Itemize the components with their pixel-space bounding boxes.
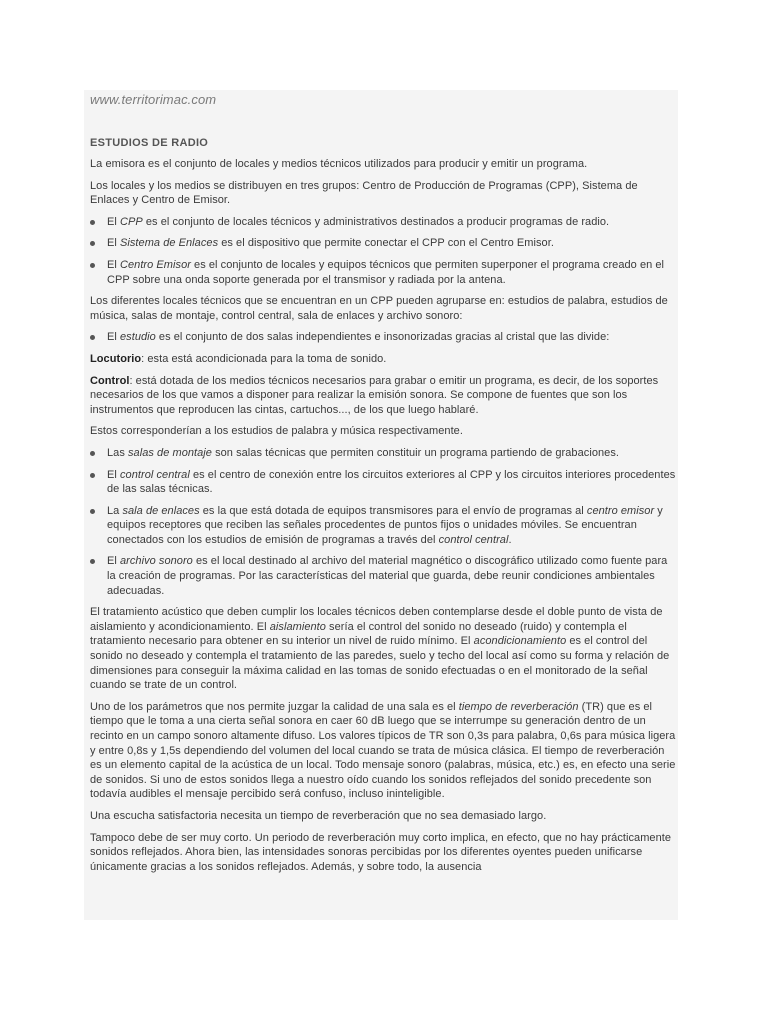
site-url: www.territorimac.com [90,92,217,107]
paragraph-control: Control: está dotada de los medios técnicos necesarios para grabar o emitir un programa, es decir, de los soportes necesarios de los que vamos a disponer para realizar la emisión sonora. Se compone de fuentes que son los instrumentos que reproducen las cintas, cartuchos..., de los que luego hablaré. [90,374,659,416]
paragraph-corto: Tampoco debe de ser muy corto. Un periodo de reverberación muy corto implica, en efecto, que no hay prácticamente sonidos reflejados. Ahora bien, las intensidades sonoras percibidas por los diferentes oyentes pueden unificarse únicamente gracias a los sonidos reflejados. Además, y sobre todo, la ausencia [90,831,672,873]
paragraph-groups: Los locales y los medios se distribuyen en tres grupos: Centro de Producción de Programas (CPP), Sistema de Enlaces y Centro de Emisor. [90,179,638,207]
paragraph-locales: Los diferentes locales técnicos que se encuentran en un CPP pueden agruparse en: estudios de palabra, estudios de música, salas de montaje, control central, sala de enlaces y archivo sonoro: [90,295,668,322]
paragraph-escucha: Una escucha satisfactoria necesita un tiempo de reverberación que no sea demasiado largo. [90,809,547,822]
list-item: El Sistema de Enlaces es el dispositivo que permite conectar el CPP con el Centro Emisor. [90,236,678,251]
paragraph-correspondencia: Estos corresponderían a los estudios de palabra y música respectivamente. [90,425,463,438]
bullet-icon [90,509,95,514]
paragraph-intro: La emisora es el conjunto de locales y medios técnicos utilizados para producir y emitir un programa. [90,158,588,170]
list-item: El estudio es el conjunto de dos salas independientes e insonorizadas gracias al cristal que las divide: [90,330,678,345]
bullet-icon [90,473,95,478]
list-item: El archivo sonoro es el local destinado al archivo del material magnético o discográfico utilizado como fuente para la creación de programas. Por las características del material que guarda, debe reunir condiciones ambientales adecuadas. [90,554,678,598]
bullet-icon [90,220,95,225]
bullet-icon [90,559,95,564]
list-item: La sala de enlaces es la que está dotada de equipos transmisores para el envío de programas al centro emisor y equipos receptores que reciben las señales procedentes de puntos fijos o unidades móviles. Se encuentran conectados con los estudios de emisión de programas a través del control central. [90,504,678,548]
list-item: El control central es el centro de conexión entre los circuitos exteriores al CPP y los circuitos interiores procedentes de las salas técnicas. [90,468,678,497]
bullet-icon [90,335,95,340]
paragraph-locutorio: Locutorio: esta está acondicionada para la toma de sonido. [90,352,387,365]
paragraph-tratamiento: El tratamiento acústico que deben cumplir los locales técnicos deben contemplarse desde el doble punto de vista de aislamiento y acondicionamiento. El aislamiento sería el control del sonido no deseado (ruido) y contempla el tratamiento necesario para obtener en su interior un nivel de ruido mínimo. El acondicionamiento es el control del sonido no deseado y contempla el tratamiento de las paredes, suelo y techo del local así como su forma y relación de dimensiones para conseguir la máxima calidad en las tomas de sonido efectuadas o en el monitorado de la señal cuando se trate de un control. [90,606,670,692]
list-item: El Centro Emisor es el conjunto de locales y equipos técnicos que permiten superponer el programa creado en el CPP sobre una onda soporte generada por el transmisor y radiada por la antena. [90,258,678,287]
paragraph-reverberacion: Uno de los parámetros que nos permite juzgar la calidad de una sala es el tiempo de reverberación (TR) que es el tiempo que le toma a una cierta señal sonora en caer 60 dB luego que se interrumpe su generación dentro de un recinto en un campo sonoro altamente difuso. Los valores típicos de TR son 0,3s para palabra, 0,6s para música ligera y entre 0,8s y 1,5s dependiendo del volumen del local cuando se trata de música clásica. El tiempo de reverberación es un elemento capital de la acústica de un local. Todo mensaje sonoro (palabras, música, etc.) es, en efecto una serie de sonidos. Si uno de estos sonidos llega a nuestro oído cuando los sonidos reflejados del sonido precedente son todavía audibles el mensaje percibido será confuso, incluso ininteligible. [90,700,676,801]
groups-list [90,215,678,287]
bullet-icon [90,263,95,268]
estudio-list [90,330,678,345]
salas-list [90,446,678,598]
list-item: El CPP es el conjunto de locales técnicos y administrativos destinados a producir programas de radio. [90,215,678,230]
bullet-icon [90,241,95,246]
bullet-icon [90,451,95,456]
page-title: ESTUDIOS DE RADIO [90,137,209,149]
list-item: Las salas de montaje son salas técnicas que permiten constituir un programa partiendo de grabaciones. [90,446,678,461]
document-page [84,90,678,920]
